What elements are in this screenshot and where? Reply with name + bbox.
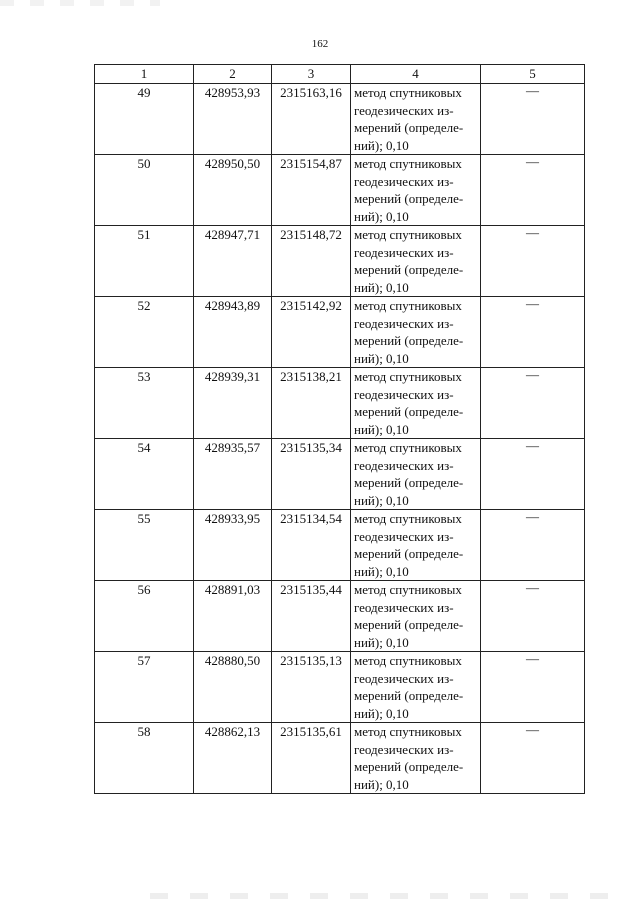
note-dash: — (526, 722, 539, 737)
table-row (95, 297, 585, 368)
point-number: 51 (95, 226, 194, 297)
note-dash: — (526, 509, 539, 524)
note-cell (481, 723, 585, 794)
note-dash: — (526, 83, 539, 98)
table-header-row (95, 65, 585, 84)
coordinate-x: 428880,50 (194, 652, 272, 723)
table-row (95, 155, 585, 226)
note-cell (481, 226, 585, 297)
table-row (95, 652, 585, 723)
point-number: 56 (95, 581, 194, 652)
method-text: метод спутниковых геодезических из- мерений (определе- ний); 0,10 (354, 156, 464, 224)
coordinate-y: 2315154,87 (272, 155, 351, 226)
method-text: метод спутниковых геодезических из- мерений (определе- ний); 0,10 (354, 227, 464, 295)
table-row (95, 226, 585, 297)
note-dash: — (526, 651, 539, 666)
coordinate-x: 428933,95 (194, 510, 272, 581)
point-number: 50 (95, 155, 194, 226)
column-header-2: 2 (194, 65, 272, 84)
column-header-5: 5 (481, 65, 585, 84)
coordinate-y: 2315142,92 (272, 297, 351, 368)
method-text: метод спутниковых геодезических из- мерений (определе- ний); 0,10 (354, 582, 464, 650)
method-text: метод спутниковых геодезических из- мерений (определе- ний); 0,10 (354, 511, 464, 579)
method-cell (351, 652, 481, 723)
method-cell (351, 155, 481, 226)
note-dash: — (526, 296, 539, 311)
coordinate-y: 2315134,54 (272, 510, 351, 581)
coordinate-y: 2315135,13 (272, 652, 351, 723)
coordinate-x: 428935,57 (194, 439, 272, 510)
coordinate-x: 428947,71 (194, 226, 272, 297)
scan-artifact-bottom (150, 893, 610, 899)
coordinate-y: 2315138,21 (272, 368, 351, 439)
coordinate-x: 428950,50 (194, 155, 272, 226)
coordinate-y: 2315135,61 (272, 723, 351, 794)
column-header-3: 3 (272, 65, 351, 84)
point-number: 54 (95, 439, 194, 510)
coordinate-y: 2315163,16 (272, 84, 351, 155)
note-dash: — (526, 438, 539, 453)
method-text: метод спутниковых геодезических из- мерений (определе- ний); 0,10 (354, 298, 464, 366)
table-row (95, 439, 585, 510)
note-dash: — (526, 367, 539, 382)
table-row (95, 510, 585, 581)
note-cell (481, 439, 585, 510)
point-number: 52 (95, 297, 194, 368)
point-number: 53 (95, 368, 194, 439)
coordinate-y: 2315135,44 (272, 581, 351, 652)
method-text: метод спутниковых геодезических из- мерений (определе- ний); 0,10 (354, 653, 464, 721)
point-number: 57 (95, 652, 194, 723)
coordinate-y: 2315148,72 (272, 226, 351, 297)
coordinate-x: 428939,31 (194, 368, 272, 439)
page-number: 162 (311, 38, 329, 50)
coordinate-x: 428862,13 (194, 723, 272, 794)
method-cell (351, 439, 481, 510)
note-cell (481, 84, 585, 155)
method-cell (351, 581, 481, 652)
column-header-4: 4 (351, 65, 481, 84)
method-cell (351, 297, 481, 368)
note-cell (481, 297, 585, 368)
point-number: 55 (95, 510, 194, 581)
method-text: метод спутниковых геодезических из- мерений (определе- ний); 0,10 (354, 85, 464, 153)
coordinate-y: 2315135,34 (272, 439, 351, 510)
method-cell (351, 510, 481, 581)
method-cell (351, 84, 481, 155)
note-cell (481, 155, 585, 226)
method-text: метод спутниковых геодезических из- мерений (определе- ний); 0,10 (354, 724, 464, 792)
scan-artifact-top (0, 0, 160, 6)
method-cell (351, 723, 481, 794)
note-dash: — (526, 580, 539, 595)
coordinate-x: 428953,93 (194, 84, 272, 155)
column-header-1: 1 (95, 65, 194, 84)
table-row (95, 581, 585, 652)
table-row (95, 368, 585, 439)
coordinate-x: 428891,03 (194, 581, 272, 652)
note-cell (481, 368, 585, 439)
method-cell (351, 368, 481, 439)
note-dash: — (526, 225, 539, 240)
coordinates-table (94, 64, 585, 794)
method-cell (351, 226, 481, 297)
method-text: метод спутниковых геодезических из- мерений (определе- ний); 0,10 (354, 369, 464, 437)
point-number: 58 (95, 723, 194, 794)
note-cell (481, 581, 585, 652)
point-number: 49 (95, 84, 194, 155)
note-dash: — (526, 154, 539, 169)
note-cell (481, 510, 585, 581)
coordinate-x: 428943,89 (194, 297, 272, 368)
note-cell (481, 652, 585, 723)
table-row (95, 84, 585, 155)
method-text: метод спутниковых геодезических из- мерений (определе- ний); 0,10 (354, 440, 464, 508)
table-row (95, 723, 585, 794)
